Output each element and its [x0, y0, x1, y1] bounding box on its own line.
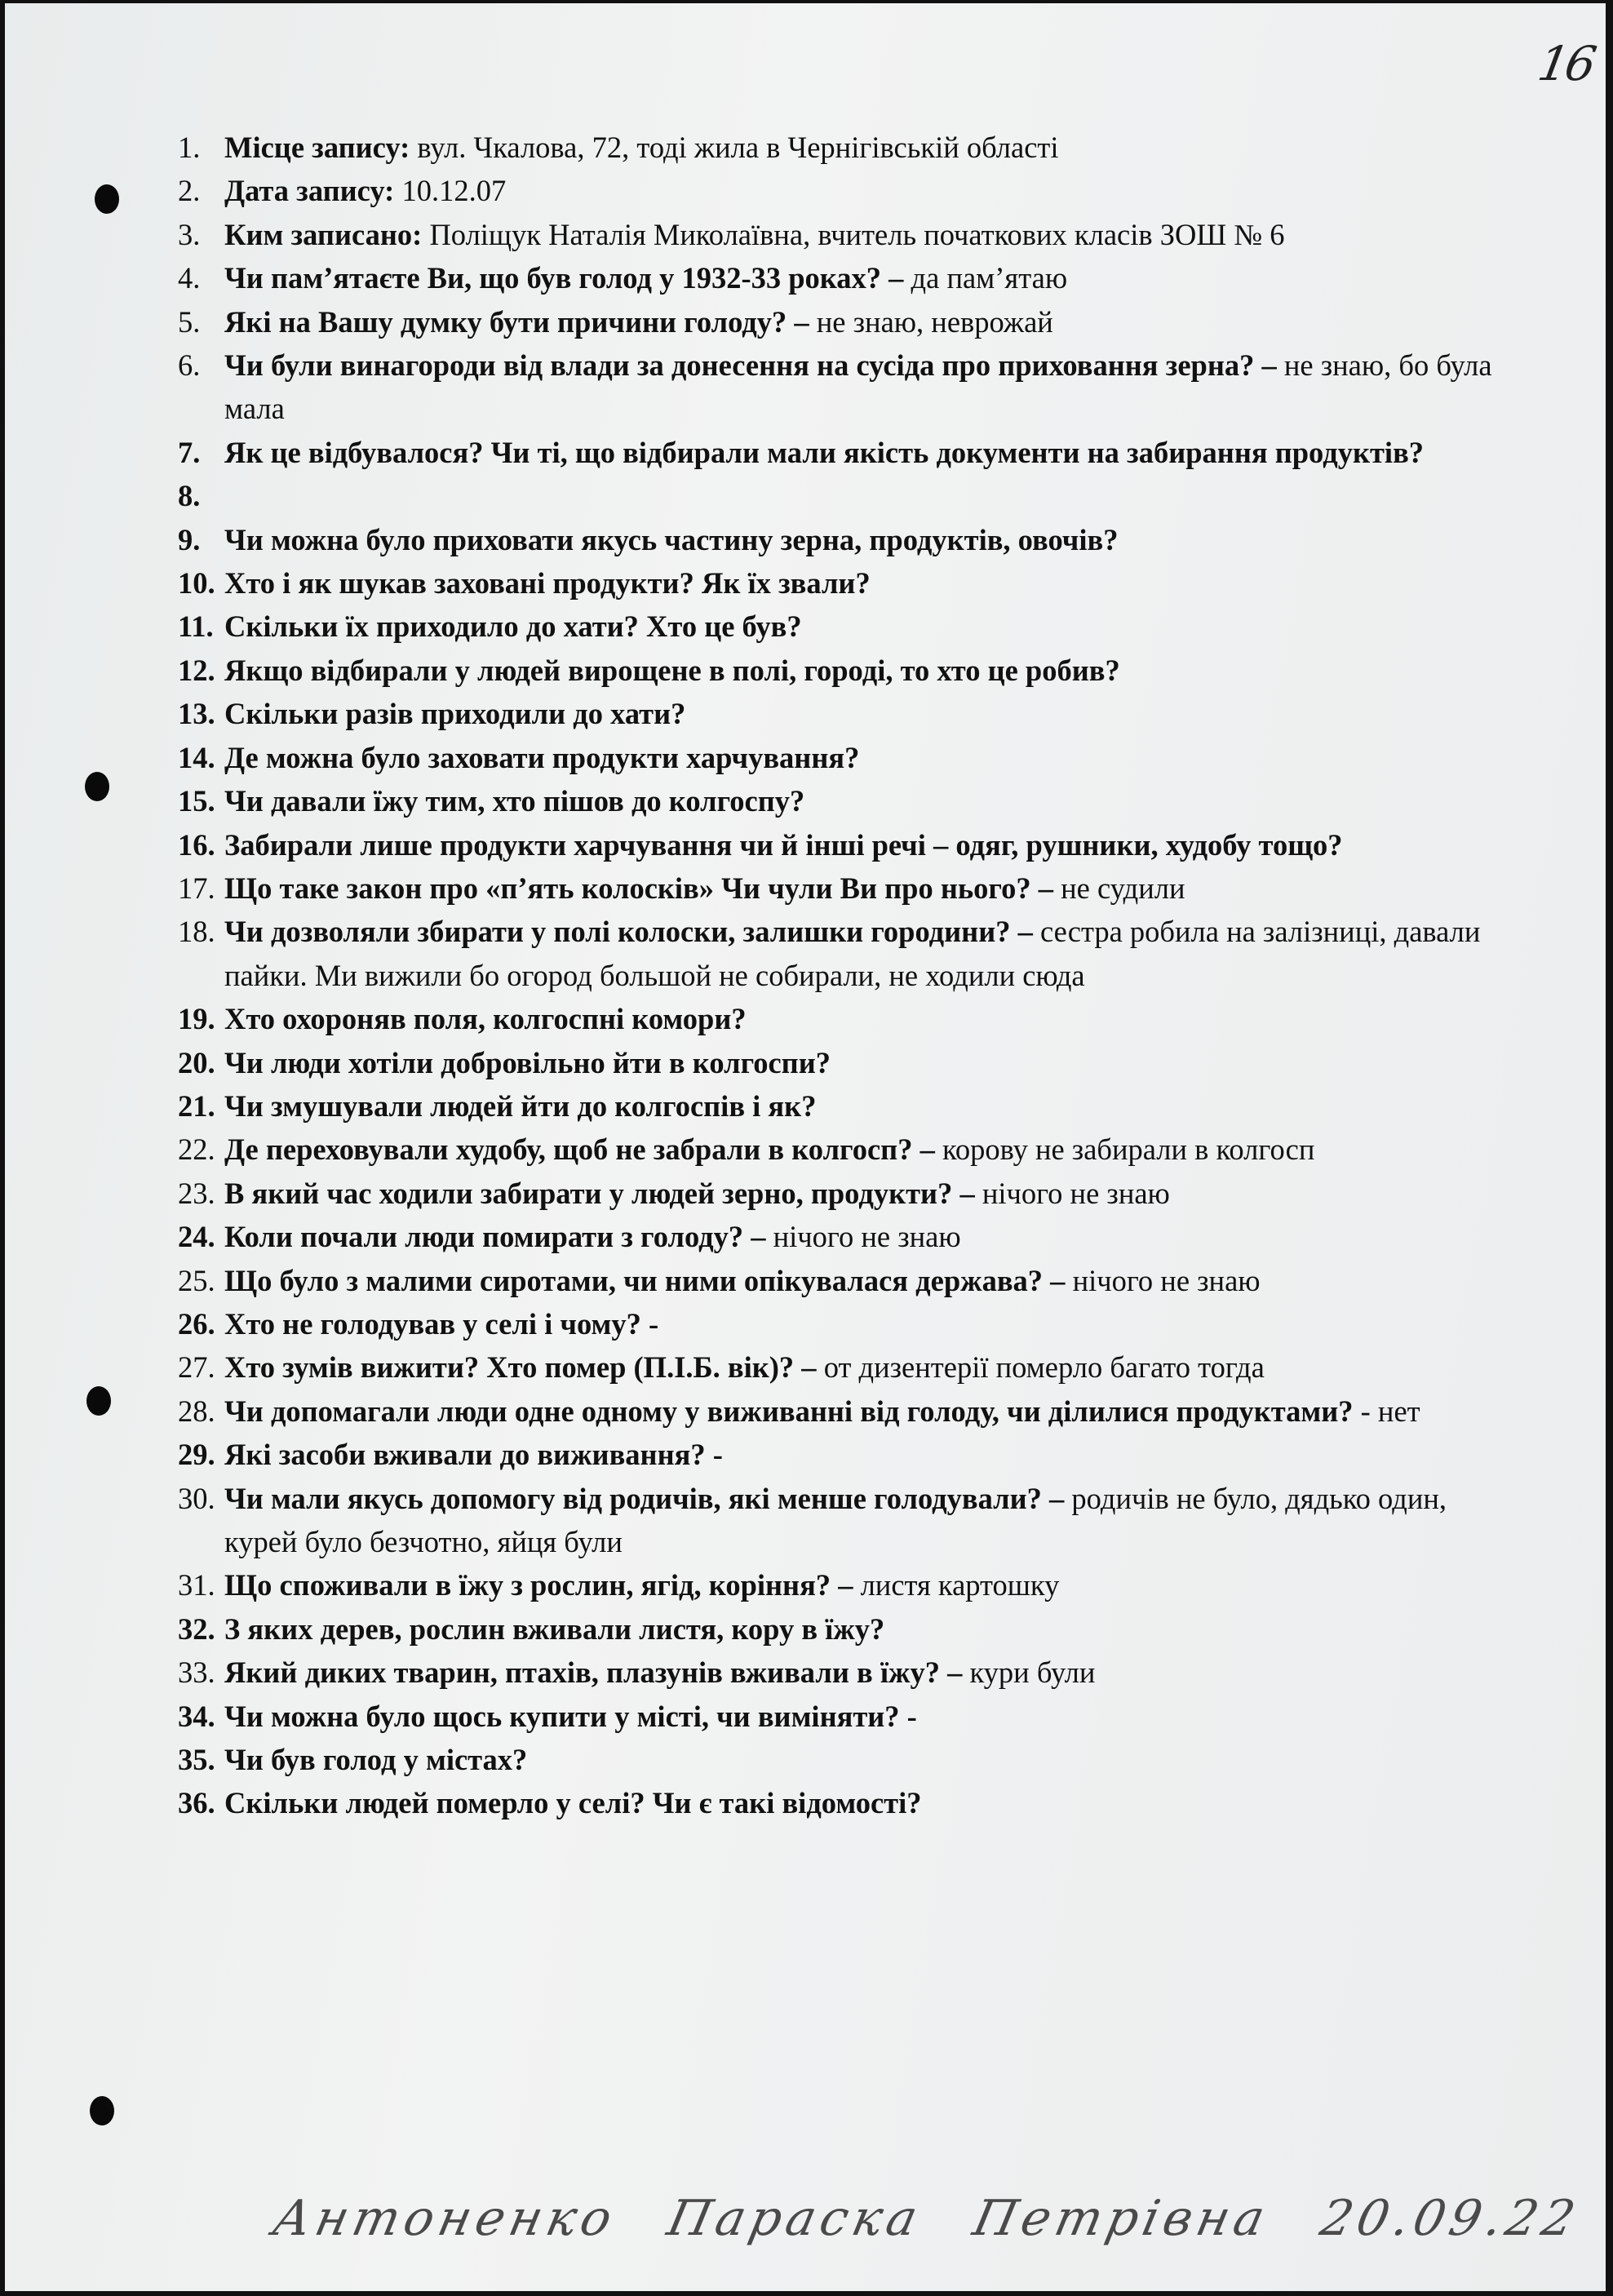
question-text: Де переховували худобу, щоб не забрали в колгосп? –: [224, 1132, 935, 1167]
item-text: [224, 1128, 1516, 1171]
item-text: [224, 169, 1516, 212]
item-number: 13.: [178, 697, 215, 731]
item-text: [224, 867, 1516, 910]
answer-text: Поліщук Наталія Миколаївна, вчитель початкових класів ЗОШ № 6: [422, 217, 1285, 251]
question-text: Чи дозволяли збирати у полі колоски, залишки городини? –: [224, 915, 1033, 949]
item-number: 9.: [178, 522, 201, 556]
item-text: [224, 431, 1516, 474]
item-number: 15.: [178, 784, 215, 818]
list-item: [178, 1433, 1516, 1476]
item-number: 10.: [178, 566, 215, 601]
punch-hole: [85, 772, 109, 801]
item-number: 31.: [178, 1568, 215, 1602]
list-item: [178, 518, 1516, 561]
list-item: [178, 256, 1516, 299]
question-text: Дата запису:: [224, 174, 395, 208]
item-text: [224, 692, 1516, 735]
answer-text: родичів не було, дядько один, курей було безчотно, яйця були: [224, 1481, 1447, 1558]
questionnaire-list: [178, 126, 1516, 1825]
item-number: 7.: [178, 435, 201, 469]
list-item: [178, 1781, 1516, 1824]
list-item: [178, 692, 1516, 735]
item-number: 3.: [178, 217, 201, 251]
answer-text: да пам’ятаю: [903, 261, 1068, 295]
list-item: [178, 561, 1516, 605]
item-text: [224, 1041, 1516, 1084]
item-text: [224, 1477, 1516, 1564]
list-item: [178, 1477, 1516, 1564]
answer-text: не знаю, неврожай: [809, 304, 1053, 339]
item-number: 27.: [178, 1350, 215, 1385]
item-text: [224, 1563, 1516, 1607]
item-number: 28.: [178, 1394, 215, 1428]
question-text: Що споживали в їжу з рослин, ягід, коріння? –: [224, 1568, 853, 1602]
question-text: Скільки людей померло у селі? Чи є такі відомості?: [224, 1786, 922, 1820]
item-text: [224, 344, 1516, 431]
answer-text: листя картошку: [853, 1568, 1060, 1602]
item-number: 33.: [178, 1656, 215, 1690]
answer-text: не знаю, бо була мала: [224, 348, 1492, 426]
item-text: [224, 1215, 1516, 1258]
answer-text: нічого не знаю: [1065, 1263, 1261, 1297]
item-text: [224, 1695, 1516, 1738]
question-text: Чи можна було щось купити у місті, чи виміняти? -: [224, 1699, 917, 1733]
item-text: [224, 1738, 1516, 1781]
question-text: Забирали лише продукти харчування чи й інші речі – одяг, рушники, худобу тощо?: [224, 827, 1343, 862]
list-item: [178, 1738, 1516, 1781]
item-number: 4.: [178, 261, 201, 295]
list-item: [178, 344, 1516, 431]
item-number: 22.: [178, 1132, 215, 1167]
item-number: 12.: [178, 653, 215, 687]
item-number: 30.: [178, 1481, 215, 1515]
item-text: [224, 561, 1516, 605]
item-number: 36.: [178, 1786, 215, 1820]
item-number: 26.: [178, 1306, 215, 1341]
question-text: Що було з малими сиротами, чи ними опікувалася держава? –: [224, 1263, 1066, 1297]
answer-text: нічого не знаю: [765, 1220, 961, 1254]
list-item: [178, 997, 1516, 1040]
answer-text: корову не забирали в колгосп: [934, 1132, 1315, 1167]
list-item: [178, 474, 1516, 517]
list-item: [178, 823, 1516, 867]
item-text: [224, 1390, 1516, 1433]
item-number: 5.: [178, 304, 201, 339]
document-page: [5, 3, 1606, 2291]
question-text: Чи мали якусь допомогу від родичів, які менше голодували? –: [224, 1481, 1065, 1515]
question-text: Як це відбувалося? Чи ті, що відбирали мали якість документи на забирання продуктів?: [224, 435, 1425, 469]
item-number: 17.: [178, 871, 215, 905]
list-item: [178, 1172, 1516, 1215]
list-item: [178, 1128, 1516, 1171]
question-text: В який час ходили забирати у людей зерно, продукти? –: [224, 1176, 975, 1210]
item-number: 16.: [178, 827, 215, 862]
list-item: [178, 213, 1516, 256]
item-number: 14.: [178, 740, 215, 774]
item-number: 19.: [178, 1002, 215, 1036]
item-text: [224, 518, 1516, 561]
handwritten-signature: Антоненко Параска Петрівна 20.09.22: [268, 2190, 1585, 2247]
item-number: 34.: [178, 1699, 215, 1733]
item-text: [224, 1172, 1516, 1215]
list-item: [178, 300, 1516, 344]
item-text: [224, 605, 1516, 648]
list-item: [178, 1302, 1516, 1345]
list-item: [178, 867, 1516, 910]
punch-hole: [86, 1386, 111, 1416]
item-number: 29.: [178, 1438, 215, 1472]
question-text: Де можна було заховати продукти харчування?: [224, 740, 860, 774]
item-number: 6.: [178, 348, 201, 383]
answer-text: - нет: [1353, 1394, 1420, 1428]
question-text: Чи був голод у містах?: [224, 1743, 528, 1777]
list-item: [178, 169, 1516, 212]
list-item: [178, 1695, 1516, 1738]
item-text: [224, 256, 1516, 299]
list-item: [178, 1084, 1516, 1128]
question-text: Чи змушували людей йти до колгоспів і як?: [224, 1088, 817, 1123]
item-number: 24.: [178, 1220, 215, 1254]
list-item: [178, 1651, 1516, 1694]
answer-text: 10.12.07: [394, 174, 507, 208]
list-item: [178, 779, 1516, 822]
list-item: [178, 910, 1516, 997]
item-text: [224, 997, 1516, 1040]
item-number: 23.: [178, 1176, 215, 1210]
question-text: Місце запису:: [224, 131, 410, 164]
item-text: [224, 1607, 1516, 1651]
list-item: [178, 1041, 1516, 1084]
question-text: З яких дерев, рослин вживали листя, кору в їжу?: [224, 1611, 885, 1646]
question-text: Коли почали люди помирати з голоду? –: [224, 1220, 766, 1254]
item-text: [224, 1302, 1516, 1345]
item-number: 11.: [178, 609, 214, 644]
list-item: [178, 1390, 1516, 1433]
list-item: [178, 1607, 1516, 1651]
item-text: [224, 910, 1516, 997]
question-text: Чи можна було приховати якусь частину зерна, продуктів, овочів?: [224, 522, 1119, 556]
question-text: Чи давали їжу тим, хто пішов до колгоспу?: [224, 784, 805, 818]
list-item: [178, 1259, 1516, 1302]
question-text: Що таке закон про «п’ять колосків» Чи чули Ви про нього? –: [224, 871, 1053, 905]
item-text: [224, 1781, 1516, 1824]
question-text: Чи допомагали люди одне одному у виживанні від голоду, чи ділилися продуктами?: [224, 1394, 1354, 1428]
answer-text: от дизентерії померло багато тогда: [816, 1350, 1265, 1385]
item-text: [224, 300, 1516, 344]
item-text: [224, 213, 1516, 256]
punch-hole: [90, 2096, 114, 2125]
item-text: [224, 126, 1516, 169]
question-text: Хто і як шукав заховані продукти? Як їх звали?: [224, 566, 871, 601]
question-text: Якщо відбирали у людей вирощене в полі, городі, то хто це робив?: [224, 653, 1120, 687]
question-text: Чи були винагороди від влади за донесення на сусіда про приховання зерна? –: [224, 348, 1277, 383]
item-number: 8.: [178, 479, 201, 513]
answer-text: кури були: [962, 1656, 1096, 1690]
question-text: Який диких тварин, птахів, плазунів вживали в їжу? –: [224, 1656, 963, 1690]
question-text: Хто не голодував у селі і чому? -: [224, 1306, 659, 1341]
item-number: 25.: [178, 1263, 215, 1297]
list-item: [178, 126, 1516, 169]
answer-text: нічого не знаю: [974, 1176, 1170, 1210]
item-text: [224, 1259, 1516, 1302]
item-text: [224, 736, 1516, 779]
item-number: 1.: [178, 131, 201, 164]
punch-hole: [95, 184, 119, 214]
item-text: [224, 779, 1516, 822]
question-text: Які на Вашу думку бути причини голоду? –: [224, 304, 809, 339]
item-number: 35.: [178, 1743, 215, 1777]
question-text: Які засоби вживали до виживання? -: [224, 1438, 723, 1472]
item-text: [224, 649, 1516, 692]
item-text: [224, 823, 1516, 867]
answer-text: вул. Чкалова, 72, тоді жила в Чернігівській області: [410, 131, 1059, 164]
question-text: Скільки їх приходило до хати? Хто це був?: [224, 609, 802, 644]
answer-text: сестра робила на залізниці, давали пайки. Ми вижили бо огород большой не собирали, не ходили сюда: [224, 915, 1481, 992]
handwritten-page-number: 16: [1534, 36, 1597, 91]
list-item: [178, 605, 1516, 648]
item-number: 32.: [178, 1611, 215, 1646]
item-number: 18.: [178, 915, 215, 949]
list-item: [178, 1563, 1516, 1607]
list-item: [178, 1215, 1516, 1258]
list-item: [178, 736, 1516, 779]
question-text: Скільки разів приходили до хати?: [224, 697, 686, 731]
item-text: [224, 1433, 1516, 1476]
list-item: [178, 1345, 1516, 1389]
question-text: Хто зумів вижити? Хто помер (П.І.Б. вік)? –: [224, 1350, 817, 1385]
item-text: [224, 1651, 1516, 1694]
item-number: 20.: [178, 1045, 215, 1079]
list-item: [178, 649, 1516, 692]
item-text: [224, 1084, 1516, 1128]
list-item: [178, 431, 1516, 474]
item-number: 21.: [178, 1088, 215, 1123]
answer-text: не судили: [1052, 871, 1185, 905]
question-text: Чи люди хотіли добровільно йти в колгоспи?: [224, 1045, 831, 1079]
item-number: 2.: [178, 174, 201, 208]
question-text: Хто охороняв поля, колгоспні комори?: [224, 1002, 747, 1036]
item-text: [224, 1345, 1516, 1389]
question-text: Ким записано:: [224, 217, 423, 251]
question-text: Чи пам’ятаєте Ви, що був голод у 1932-33 роках? –: [224, 261, 904, 295]
item-text: [224, 474, 1516, 517]
